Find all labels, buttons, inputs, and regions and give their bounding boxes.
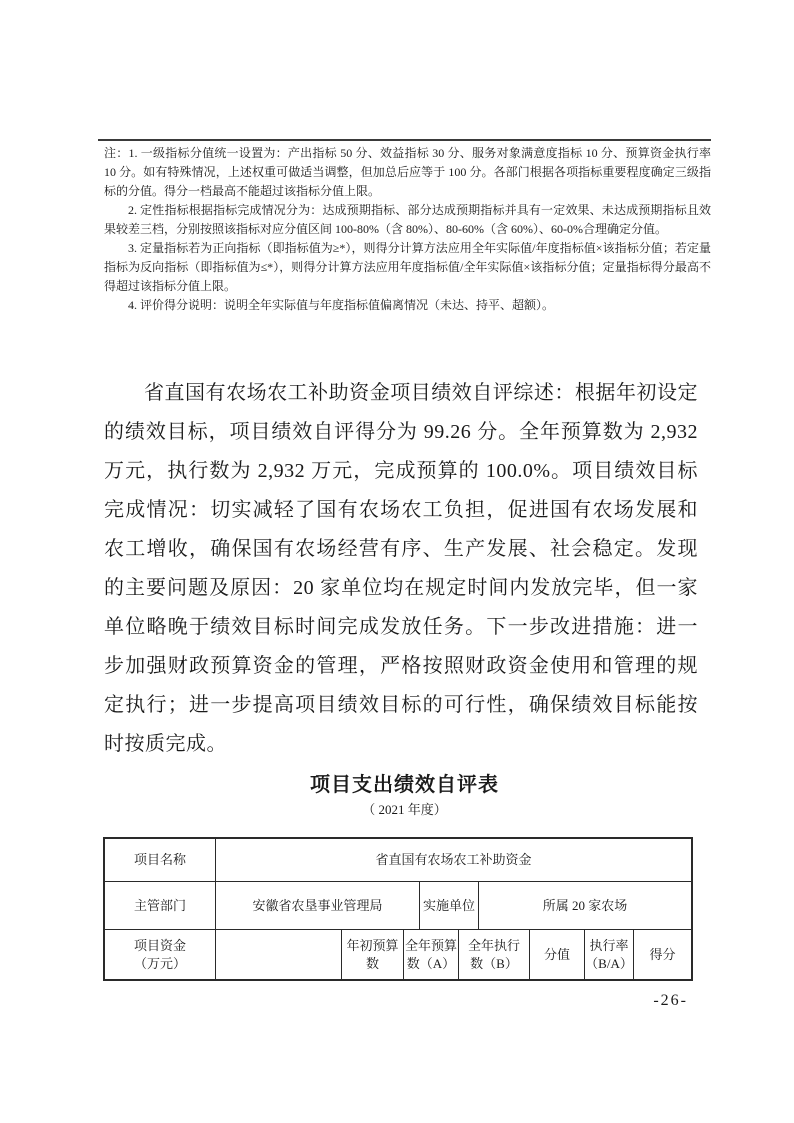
table-row-project-name — [105, 839, 691, 882]
table-row-project-funds-header — [105, 930, 691, 979]
note-item-4: 4. 评价得分说明：说明全年实际值与年度指标值偏离情况（未达、持平、超额）。 — [128, 298, 555, 312]
notes-section — [104, 144, 711, 315]
cell-supervising-dept-label: 主管部门 — [105, 882, 216, 929]
annual-budget-a-text: 全年预算数（A） — [405, 937, 458, 971]
note-item-2: 2. 定性指标根据指标完成情况分为：达成预期指标、部分达成预期指标并具有一定效果、未达成预期指标且效果较差三档，分别按照该指标对应分值区间 100-80%（含 80%）、80-60%（含 60%）、60-0%合理确定分值。 — [104, 203, 711, 236]
table-title: 项目支出绩效自评表 — [310, 774, 499, 796]
project-funds-label-text: 项目资金（万元） — [133, 937, 186, 971]
cell-implementing-unit-label: 实施单位 — [420, 882, 479, 929]
self-evaluation-summary: 省直国有农场农工补助资金项目绩效自评综述：根据年初设定的绩效目标，项目绩效自评得分为 99.26 分。全年预算数为 2,932 万元，执行数为 2,932 万元，完成预算的 100.0%。项目绩效目标完成情况：切实减轻了国有农场农工负担，促进国有农场发展和农工增收，确保国有农场经营有序、生产发展、社会稳定。发现的主要问题及原因：20 家单位均在规定时间内发放完毕，但一家单位略晚于绩效目标时间完成发放任务。下一步改进措施：进一步加强财政预算资金的管理，严格按照财政资金使用和管理的规定执行；进一步提高项目绩效目标的可行性，确保绩效目标能按时按质完成。 — [104, 382, 698, 755]
header-separator-line — [98, 139, 711, 141]
table-subtitle-year: （ 2021 年度） — [362, 802, 447, 817]
col-header-annual-budget-a — [404, 930, 459, 979]
cell-implementing-unit-value: 所属 20 家农场 — [542, 897, 628, 913]
cell-project-name-label: 项目名称 — [105, 839, 216, 881]
note-item-3: 3. 定量指标若为正向指标（即指标值为≥*），则得分计算方法应用全年实际值/年度指标值×该指标分值；若定量指标为反向指标（即指标值为≤*），则得分计算方法应用年度指标值/全年实际值×该指标分值；定量指标得分最高不得超过该指标分值上限。 — [104, 241, 711, 293]
table-row-departments — [105, 882, 691, 930]
page-number: -26- — [653, 992, 688, 1009]
cell-project-name-value: 省直国有农场农工补助资金 — [375, 852, 532, 867]
annual-execution-b-text: 全年执行数（B） — [467, 937, 520, 971]
col-header-score-value: 分值 — [530, 930, 585, 979]
col-header-initial-budget — [342, 930, 404, 979]
note-item-1: 注：1. 一级指标分值统一设置为：产出指标 50 分、效益指标 30 分、服务对象满意度指标 10 分、预算资金执行率 10 分。如有特殊情况，上述权重可做适当调整，但加总后应等于 100 分。各部门根据各项指标重要程度确定三级指标的分值。得分一档最高不能超过该指标分值上限。 — [104, 146, 711, 198]
col-header-score: 得分 — [649, 946, 676, 962]
col-header-annual-execution-b — [459, 930, 530, 979]
initial-budget-text: 年初预算数 — [346, 937, 399, 971]
execution-rate-text: 执行率（B/A） — [585, 937, 633, 971]
cell-funds-blank — [216, 930, 342, 979]
cell-supervising-dept-value: 安徽省农垦事业管理局 — [216, 882, 420, 929]
cell-project-funds-label — [105, 930, 216, 979]
evaluation-table — [103, 837, 693, 981]
col-header-execution-rate — [585, 930, 634, 979]
